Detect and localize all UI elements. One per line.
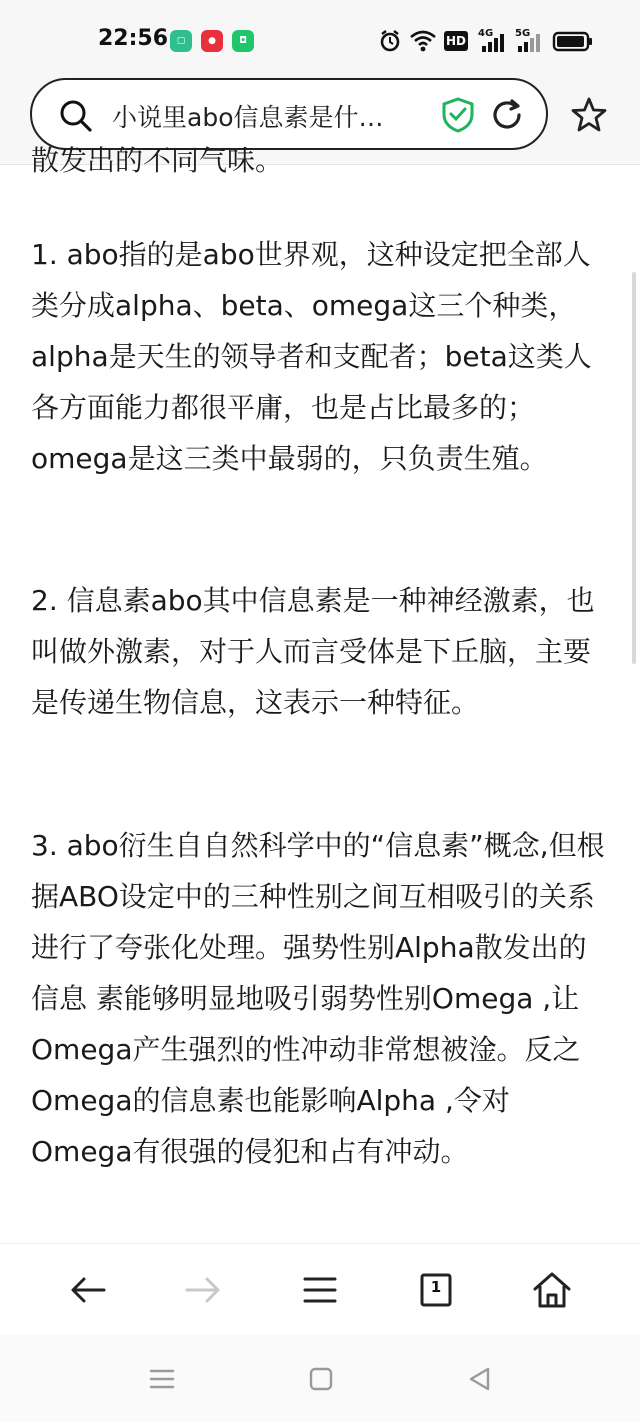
forward-arrow-icon[interactable] <box>179 1266 227 1314</box>
app-green2-icon: ◘ <box>232 30 254 52</box>
status-bar <box>0 0 640 78</box>
browser-toolbar <box>0 1243 640 1336</box>
4g-signal-icon <box>480 26 508 56</box>
article-content[interactable] <box>0 144 640 1243</box>
tab-count: 1 <box>430 1278 442 1296</box>
recents-icon[interactable] <box>148 1365 176 1393</box>
status-time: 22:56 <box>98 26 169 51</box>
star-icon[interactable] <box>570 96 608 134</box>
article-paragraph-0: 散发出的不同气味。 <box>31 144 284 177</box>
wifi-icon <box>408 26 438 56</box>
shield-check-icon[interactable] <box>440 96 476 134</box>
article-paragraph-1: 1. abo指的是abo世界观，这种设定把全部人类分成alpha、beta、omega这三个种类，alpha是天生的领导者和支配者；beta这类人各方面能力都很平庸，也是占比最多的；omega是这三类中最弱的，只负责生殖。 <box>31 238 592 475</box>
menu-icon[interactable] <box>296 1266 344 1314</box>
hd-icon: HD <box>444 31 468 51</box>
alarm-icon <box>378 26 402 56</box>
article-paragraph-3: 3. abo衍生自自然科学中的“信息素”概念,但根据ABO设定中的三种性别之间互相吸引的关系进行了夸张化处理。强势性别Alpha散发出的信息 素能够明显地吸引弱势性别Omega ,让Omega产生强烈的性冲动非常想被淦。反之Omega的信息素也能影响Alpha ,令对Omega有很强的侵犯和占有冲动。 <box>31 829 605 1168</box>
5g-label: 5G <box>515 28 531 39</box>
system-nav-bar <box>0 1335 640 1422</box>
app-green-icon: ▢ <box>170 30 192 52</box>
back-triangle-icon[interactable] <box>466 1365 494 1393</box>
app-red-icon: ● <box>201 30 223 52</box>
tabs-button[interactable] <box>412 1266 460 1314</box>
scrollbar-thumb[interactable] <box>632 272 636 664</box>
refresh-icon[interactable] <box>488 96 526 134</box>
5g-signal-icon <box>516 26 544 56</box>
address-text[interactable]: 小说里abo信息素是什… <box>112 103 384 132</box>
4g-label: 4G <box>478 28 494 39</box>
search-icon <box>58 98 94 134</box>
home-square-icon[interactable] <box>307 1365 335 1393</box>
home-icon[interactable] <box>528 1266 576 1314</box>
battery-icon <box>552 26 594 56</box>
back-arrow-icon[interactable] <box>64 1266 112 1314</box>
article-paragraph-2: 2. 信息素abo其中信息素是一种神经激素，也叫做外激素，对于人而言受体是下丘脑，主要是传递生物信息，这表示一种特征。 <box>31 584 595 719</box>
